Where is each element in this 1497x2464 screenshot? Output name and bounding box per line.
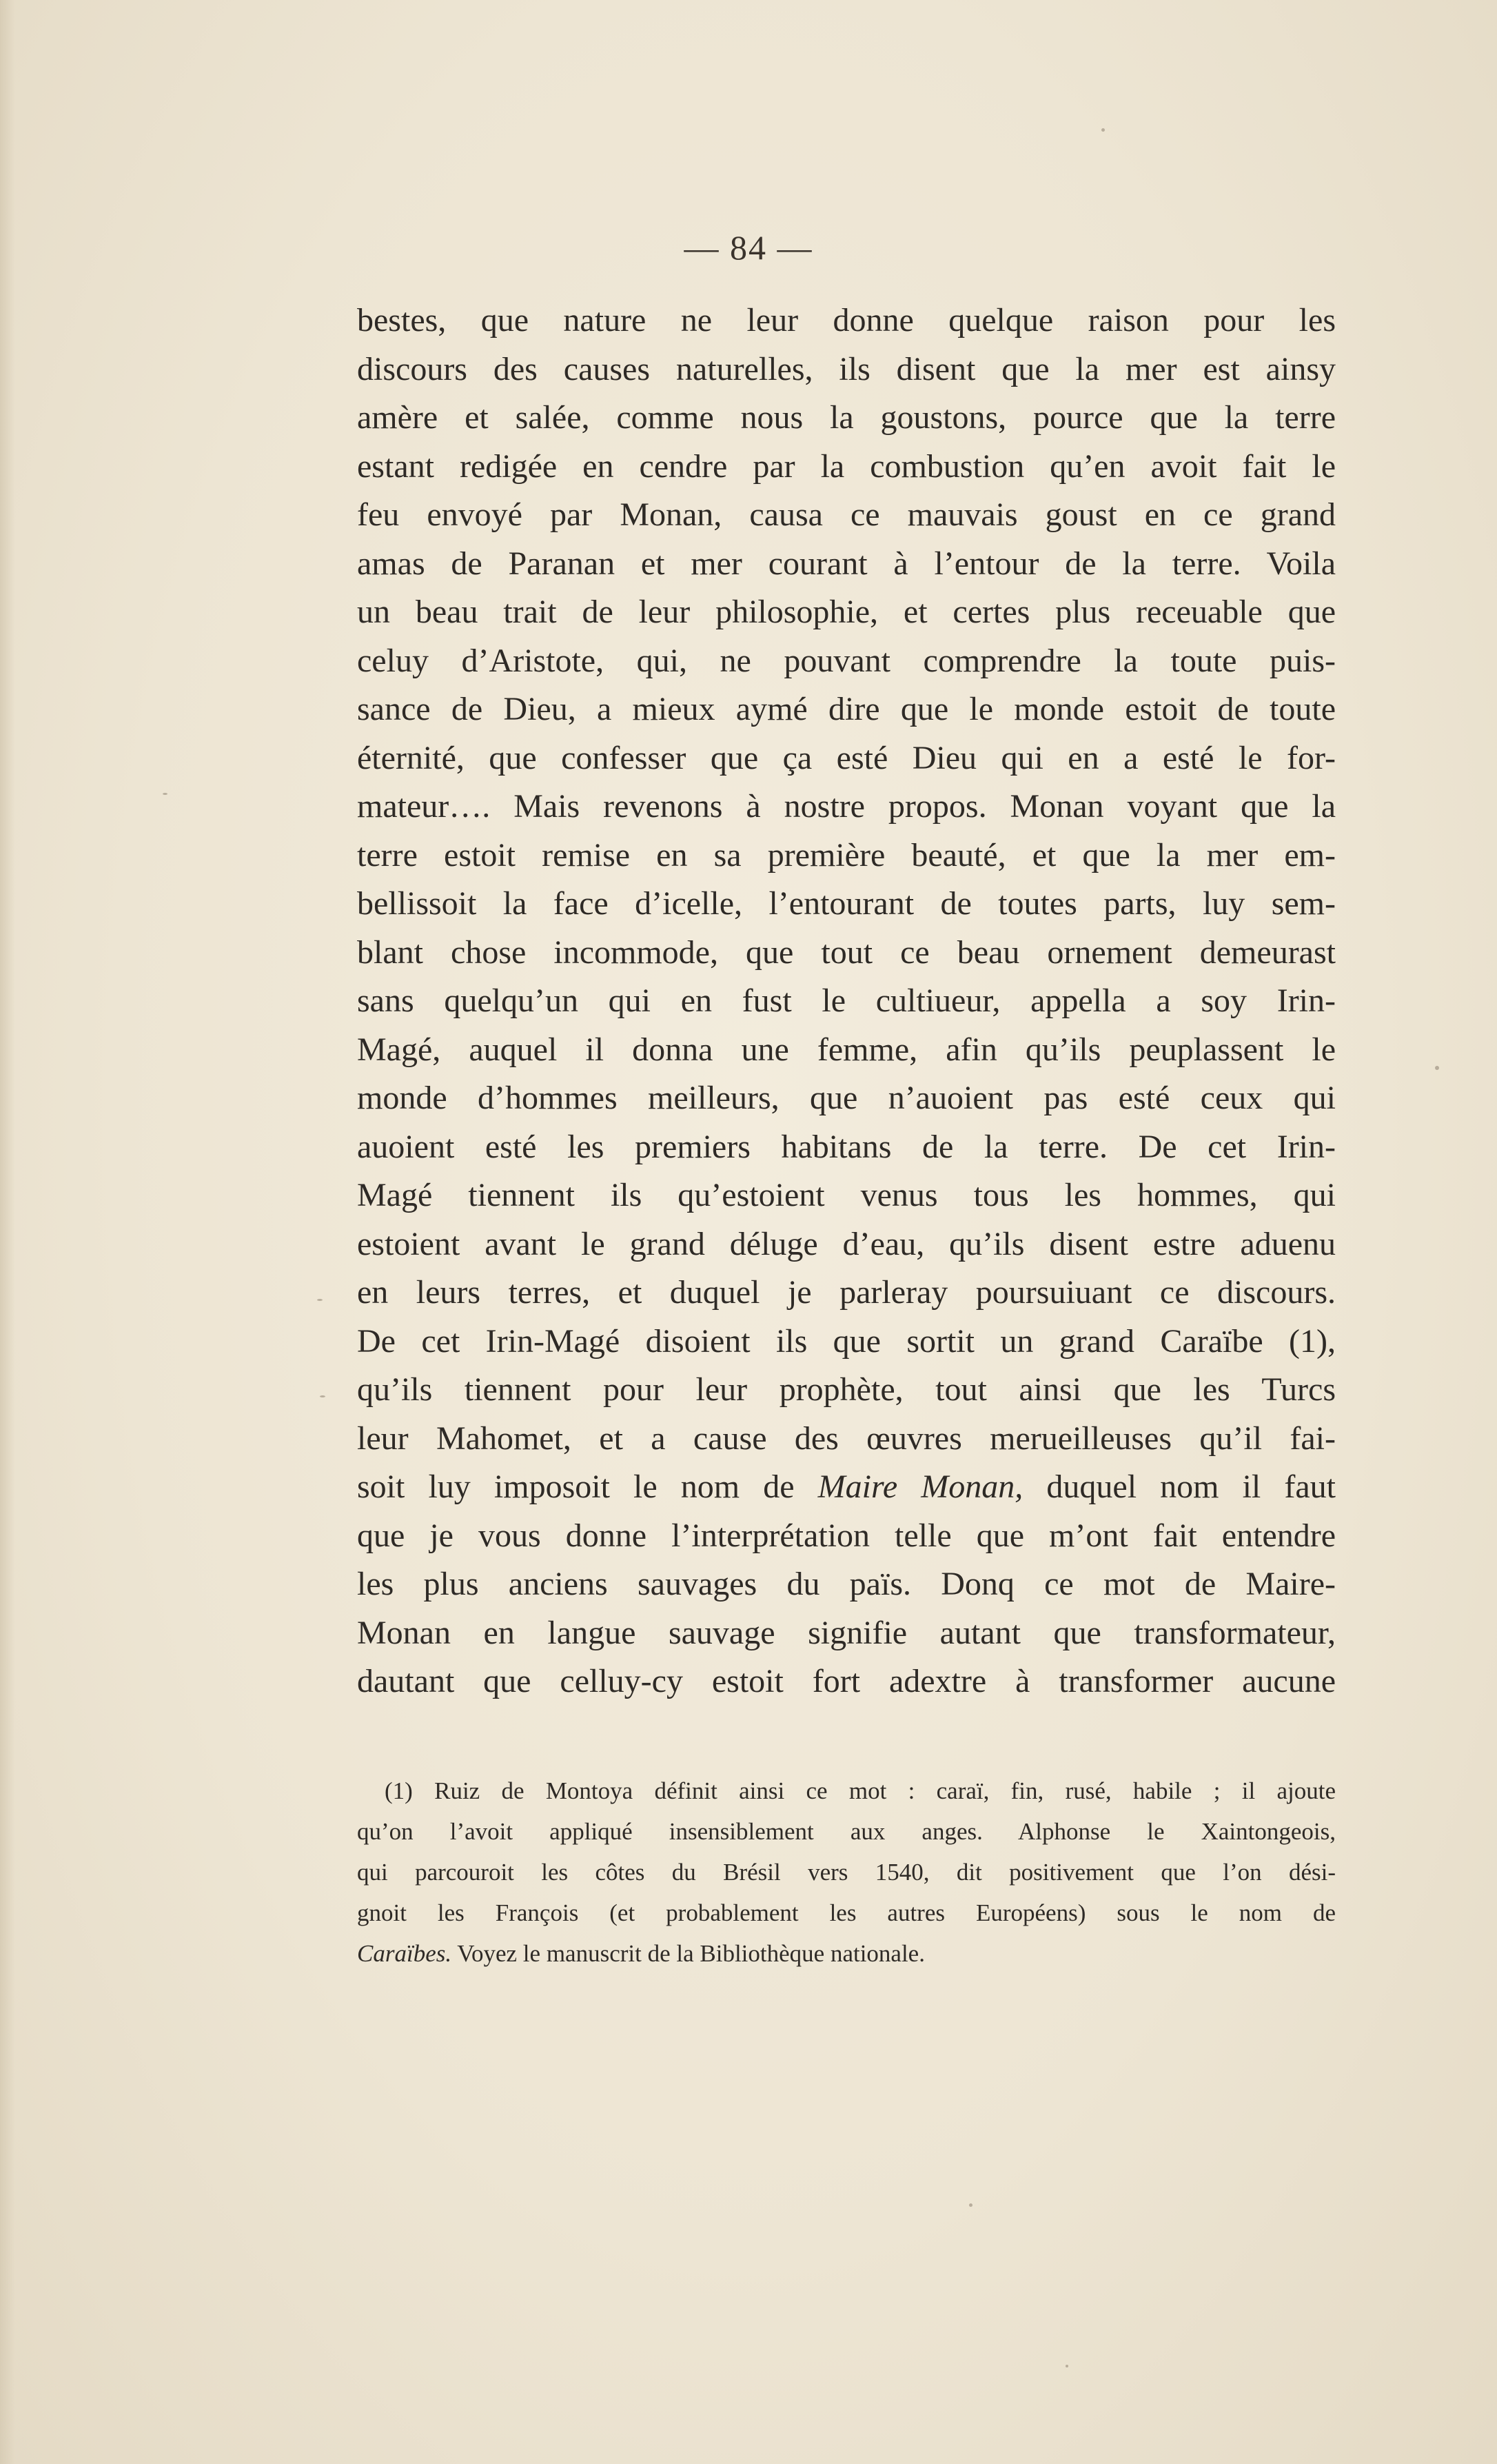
text-line: en leurs terres, et duquel je parleray poursuiuant ce discours. — [357, 1274, 1336, 1311]
text-line: De cet Irin-Magé disoient ils que sortit un grand Caraïbe (1), — [357, 1322, 1336, 1360]
text-line: monde d’hommes meilleurs, que n’auoient pas esté ceux qui — [357, 1080, 1336, 1116]
paper-speck — [163, 793, 167, 795]
text-line: auoient esté les premiers habitans de la terre. De cet Irin- — [357, 1128, 1336, 1165]
footnote-line: qui parcouroit les côtes du Brésil vers 1540, dit positivement que l’on dési- — [357, 1859, 1336, 1886]
text-segment: soit luy imposoit le nom de — [357, 1468, 818, 1505]
text-line: Monan en langue sauvage signifie autant que transformateur, — [357, 1614, 1336, 1651]
paper-speck — [1066, 2365, 1068, 2367]
text-line: dautant que celluy-cy estoit fort adextre à transformer aucune — [357, 1663, 1336, 1699]
paper-speck — [1435, 1066, 1439, 1070]
text-line-with-italic — [357, 1463, 1336, 1512]
text-line: bestes, que nature ne leur donne quelque raison pour les — [357, 302, 1336, 339]
italic-name: Maire Monan, — [817, 1468, 1024, 1505]
text-line: bellissoit la face d’icelle, l’entourant de toutes parts, luy sem- — [357, 885, 1336, 922]
footnote-line: (1) Ruiz de Montoya définit ainsi ce mot : caraï, fin, rusé, habile ; il ajoute — [385, 1777, 1336, 1804]
page-binding-edge — [0, 0, 15, 2464]
footnote-line — [357, 1933, 1336, 1974]
text-line: amas de Paranan et mer courant à l’entour de la terre. Voila — [357, 545, 1336, 582]
text-line: estoient avant le grand déluge d’eau, qu’ils disent estre aduenu — [357, 1225, 1336, 1262]
text-line: éternité, que confesser que ça esté Dieu qui en a esté le for- — [357, 739, 1336, 776]
text-line: Magé tiennent ils qu’estoient venus tous les hommes, qui — [357, 1177, 1336, 1213]
paper-speck — [320, 1395, 325, 1397]
text-line: qu’ils tiennent pour leur prophète, tout ainsi que les Turcs — [357, 1371, 1336, 1408]
footnote-line: gnoit les François (et probablement les autres Européens) sous le nom de — [357, 1899, 1336, 1926]
text-line: sans quelqu’un qui en fust le cultiueur, appella a soy Irin- — [357, 982, 1336, 1019]
text-line: leur Mahomet, et a cause des œuvres merueilleuses qu’il fai- — [357, 1420, 1336, 1457]
text-line: blant chose incommode, que tout ce beau ornement demeurast — [357, 933, 1336, 971]
text-line: discours des causes naturelles, ils disent que la mer est ainsy — [357, 350, 1336, 387]
footnote-line: qu’on l’avoit appliqué insensiblement aux anges. Alphonse le Xaintongeois, — [357, 1818, 1336, 1845]
text-line: terre estoit remise en sa première beauté, et que la mer em- — [357, 836, 1336, 873]
text-line: amère et salée, comme nous la goustons, pource que la terre — [357, 399, 1336, 436]
text-line: un beau trait de leur philosophie, et certes plus receuable que — [357, 594, 1336, 630]
footnote-segment: Voyez le manuscrit de la Bibliothèque nationale. — [451, 1940, 925, 1967]
paper-speck — [1101, 128, 1105, 132]
text-line: estant redigée en cendre par la combustion qu’en avoit fait le — [357, 447, 1336, 485]
footnote-block — [357, 1770, 1336, 1974]
text-segment: duquel nom il faut — [1023, 1468, 1336, 1505]
main-text-block — [357, 296, 1336, 1706]
footnote-italic: Caraïbes. — [357, 1940, 452, 1967]
text-line: feu envoyé par Monan, causa ce mauvais goust en ce grand — [357, 496, 1336, 533]
text-line: les plus anciens sauvages du païs. Donq ce mot de Maire- — [357, 1566, 1336, 1602]
text-line: Magé, auquel il donna une femme, afin qu’ils peuplassent le — [357, 1031, 1336, 1068]
text-line: celuy d’Aristote, qui, ne pouvant comprendre la toute puis- — [357, 642, 1336, 679]
text-line: sance de Dieu, a mieux aymé dire que le monde estoit de toute — [357, 691, 1336, 727]
paper-speck — [969, 2203, 972, 2207]
text-line: que je vous donne l’interprétation telle que m’ont fait entendre — [357, 1517, 1336, 1554]
paper-speck — [317, 1299, 323, 1301]
page-number: — 84 — — [684, 228, 813, 267]
text-line: mateur…. Mais revenons à nostre propos. Monan voyant que la — [357, 788, 1336, 825]
